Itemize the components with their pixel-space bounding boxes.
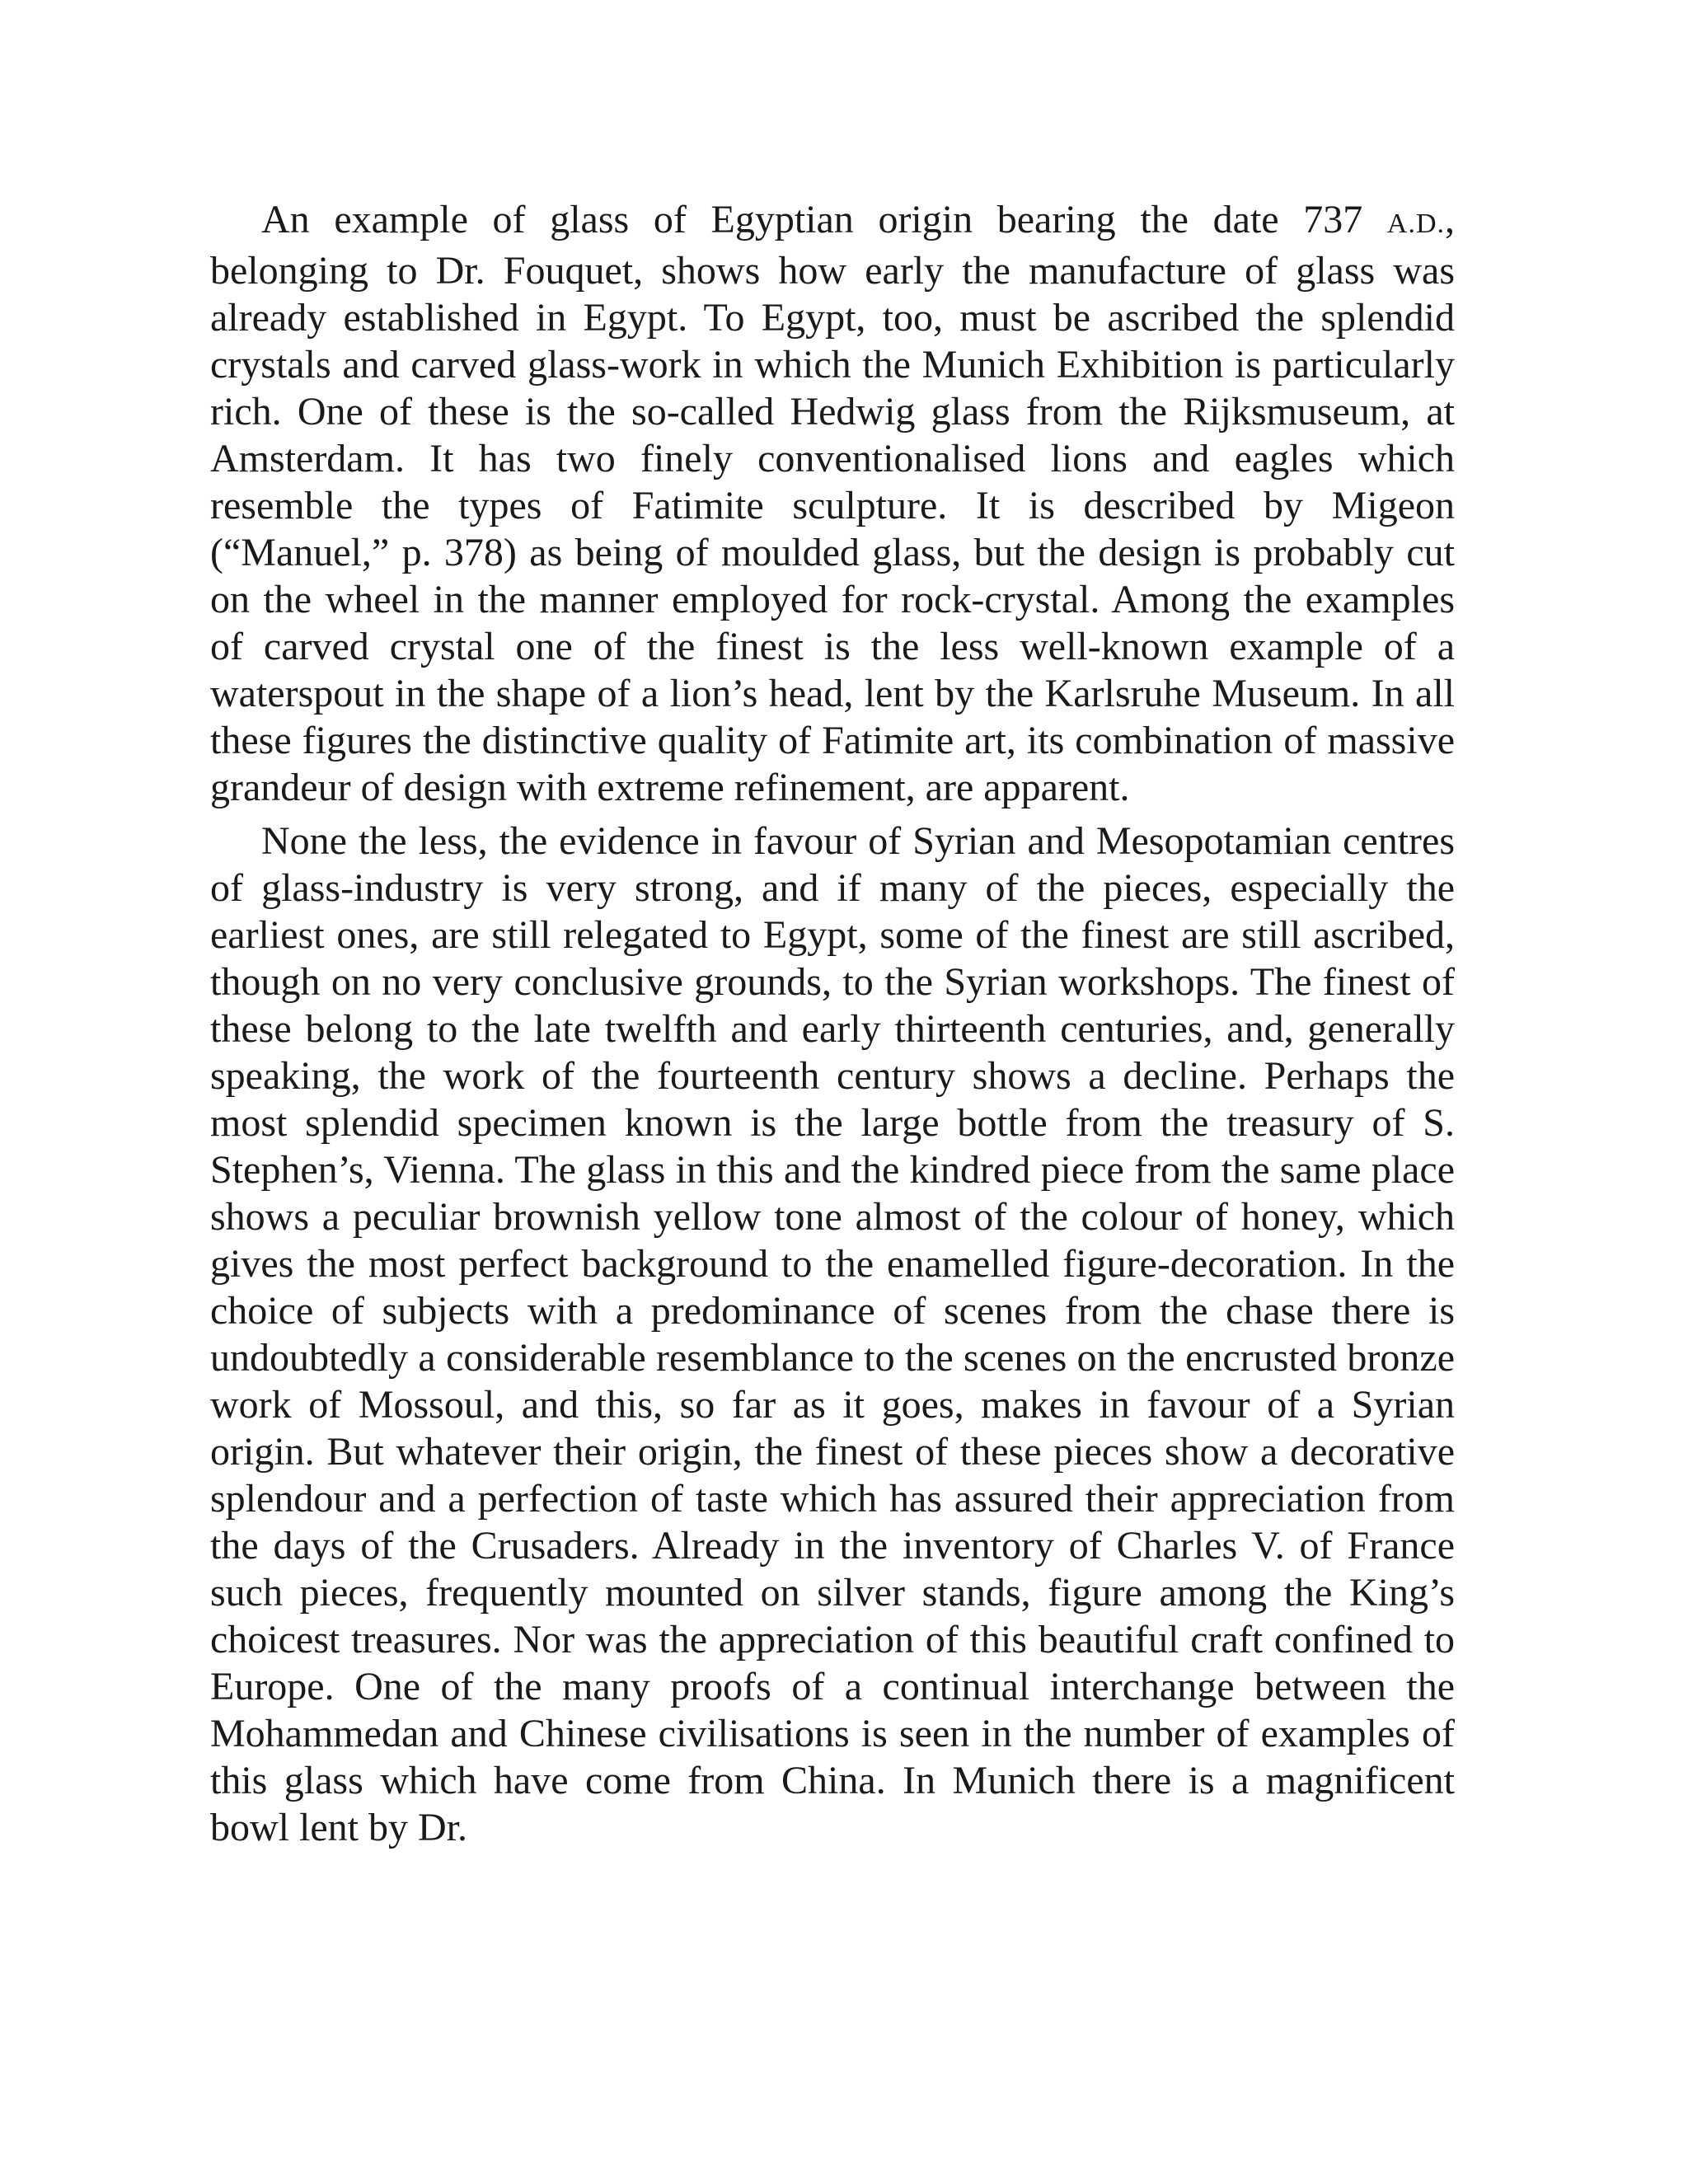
paragraph-1: [210, 196, 1455, 811]
paragraph-1-start: An example of glass of Egyptian origin bearing the date 737: [261, 198, 1387, 241]
era-abbreviation: A.D.: [1386, 209, 1445, 239]
page-body: [210, 196, 1455, 1858]
paragraph-1-rest: , belonging to Dr. Fouquet, shows how early the manufacture of glass was already established in Egypt. To Egypt, too, must be ascribed the splendid crystals and carved glass-work in which the Munich Exhibition is particularly rich. One of these is the so-called Hedwig glass from the Rijksmuseum, at Amsterdam. It has two finely conventionalised lions and eagles which resemble the types of Fatimite sculpture. It is described by Migeon (“Manuel,” p. 378) as being of moulded glass, but the design is probably cut on the wheel in the manner employed for rock-crystal. Among the examples of carved crystal one of the finest is the less well-known example of a waterspout in the shape of a lion’s head, lent by the Karlsruhe Museum. In all these figures the distinctive quality of Fatimite art, its combination of massive grandeur of design with extreme refinement, are apparent.: [210, 198, 1455, 809]
paragraph-2: None the less, the evidence in favour of Syrian and Mesopotamian centres of glass-industry is very strong, and if many of the pieces, especially the earliest ones, are still relegated to Egypt, some of the finest are still ascribed, though on no very conclusive grounds, to the Syrian workshops. The finest of these belong to the late twelfth and early thirteenth centuries, and, generally speaking, the work of the fourteenth century shows a decline. Perhaps the most splendid specimen known is the large bottle from the treasury of S. Stephen’s, Vienna. The glass in this and the kindred piece from the same place shows a peculiar brownish yellow tone almost of the colour of honey, which gives the most perfect background to the enamelled figure-decoration. In the choice of subjects with a predominance of scenes from the chase there is undoubtedly a considerable resemblance to the scenes on the encrusted bronze work of Mossoul, and this, so far as it goes, makes in favour of a Syrian origin. But whatever their origin, the finest of these pieces show a decorative splendour and a perfection of taste which has assured their appreciation from the days of the Crusaders. Already in the inventory of Charles V. of France such pieces, frequently mounted on silver stands, figure among the King’s choicest treasures. Nor was the appreciation of this beautiful craft confined to Europe. One of the many proofs of a continual interchange between the Mohammedan and Chinese civilisations is seen in the number of examples of this glass which have come from China. In Munich there is a magnificent bowl lent by Dr.: [210, 819, 1455, 1849]
